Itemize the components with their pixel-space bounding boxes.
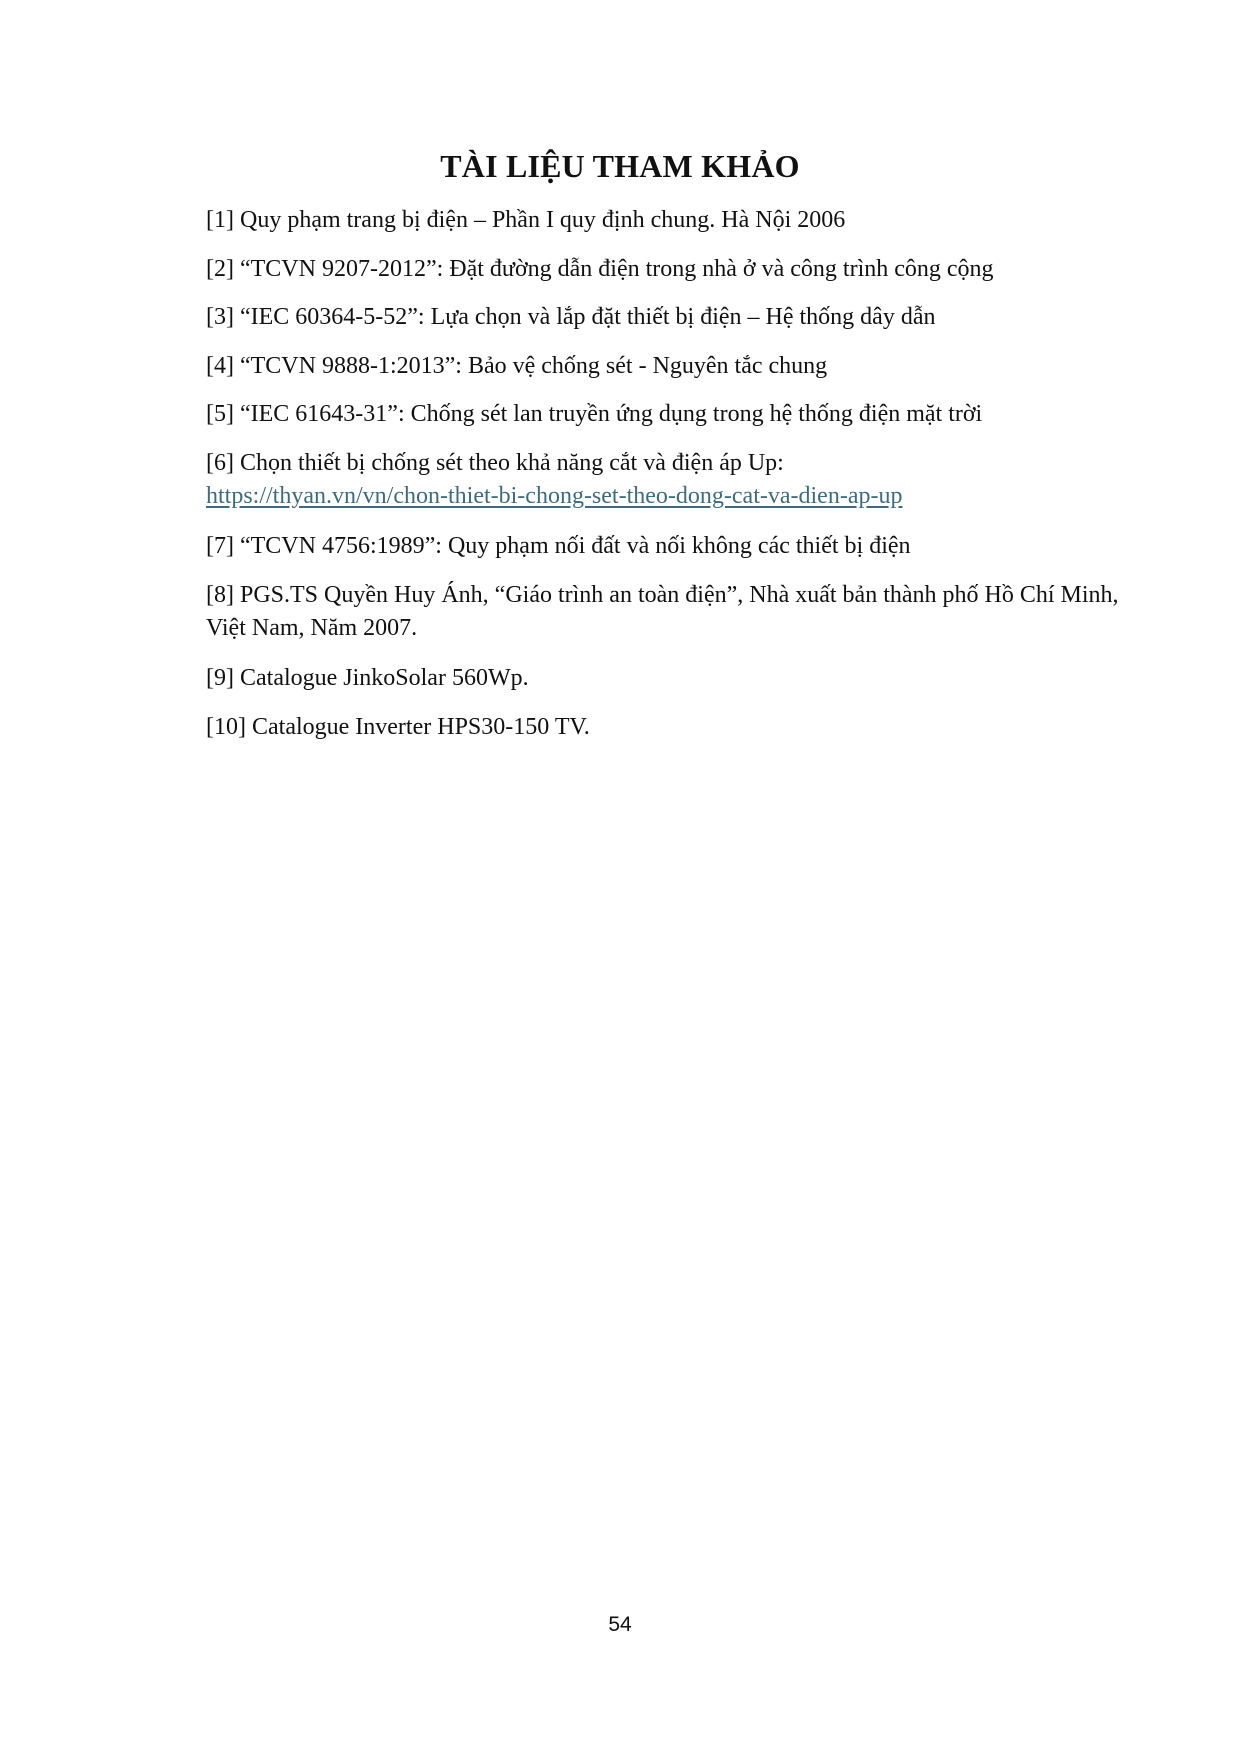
reference-item-5: [5] “IEC 61643-31”: Chống sét lan truyền ứng dụng trong hệ thống điện mặt trời (206, 401, 983, 427)
reference-item-9: [9] Catalogue JinkoSolar 560Wp. (206, 665, 529, 691)
reference-item-6 (206, 447, 1126, 513)
reference-item-2: [2] “TCVN 9207-2012”: Đặt đường dẫn điện trong nhà ở và công trình công cộng (206, 256, 994, 282)
reference-item-8: [8] PGS.TS Quyền Huy Ánh, “Giáo trình an toàn điện”, Nhà xuất bản thành phố Hồ Chí Minh, Việt Nam, Năm 2007. (206, 582, 1119, 641)
reference-item-3: [3] “IEC 60364-5-52”: Lựa chọn và lắp đặt thiết bị điện – Hệ thống dây dẫn (206, 304, 936, 330)
reference-item-6-text: [6] Chọn thiết bị chống sét theo khả năng cắt và điện áp Up: (206, 450, 784, 476)
page-number: 54 (608, 1613, 632, 1636)
page-title: TÀI LIỆU THAM KHẢO (440, 148, 800, 184)
reference-item-1: [1] Quy phạm trang bị điện – Phần I quy định chung. Hà Nội 2006 (206, 207, 846, 233)
reference-item-7: [7] “TCVN 4756:1989”: Quy phạm nối đất và nối không các thiết bị điện (206, 533, 911, 559)
reference-link[interactable]: https://thyan.vn/vn/chon-thiet-bi-chong-set-theo-dong-cat-va-dien-ap-up (206, 483, 903, 509)
reference-item-4: [4] “TCVN 9888-1:2013”: Bảo vệ chống sét - Nguyên tắc chung (206, 353, 828, 379)
reference-item-10: [10] Catalogue Inverter HPS30-150 TV. (206, 714, 590, 740)
